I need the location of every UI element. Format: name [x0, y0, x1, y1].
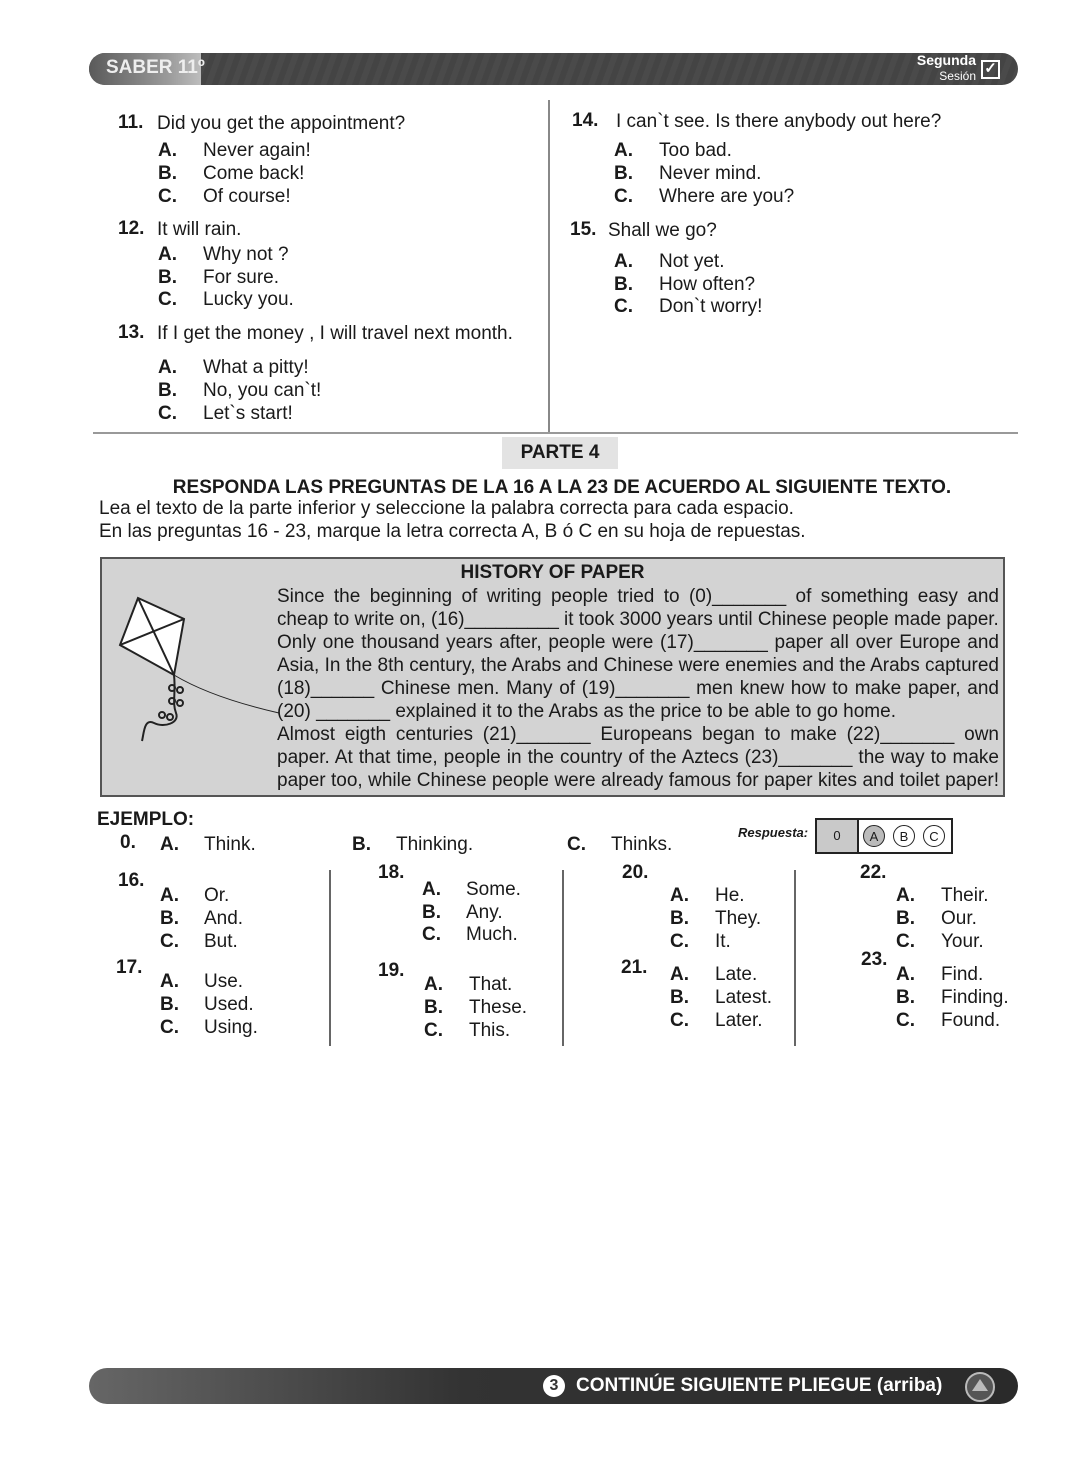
option-letter: B.	[670, 987, 689, 1008]
option-letter: C.	[158, 403, 177, 424]
option-text: Why not ?	[203, 244, 289, 265]
option-letter: A.	[422, 879, 441, 900]
option-letter: C.	[670, 1010, 689, 1031]
option-letter: B.	[158, 267, 177, 288]
option-letter: A.	[160, 971, 179, 992]
option-letter: C.	[160, 931, 179, 952]
bubble-a-filled: A	[863, 825, 885, 847]
option-text: Later.	[715, 1010, 763, 1031]
option-text: Late.	[715, 964, 758, 985]
option-letter: B.	[160, 994, 179, 1015]
option-text: This.	[469, 1020, 511, 1041]
option-letter: C.	[614, 296, 633, 317]
question-stem: Did you get the appointment?	[157, 113, 406, 134]
option-text: Using.	[204, 1017, 258, 1038]
instruction-1: Lea el texto de la parte inferior y seleccione la palabra correcta para cada espacio.	[99, 498, 794, 519]
passage-line: paper. At that time, people in the country of the Aztecs (23)_______ the way to make	[277, 747, 999, 768]
option-text: Any.	[466, 902, 503, 923]
header-bar	[89, 53, 1018, 85]
option-letter: B.	[614, 274, 633, 295]
option-letter: A.	[670, 964, 689, 985]
option-letter: C.	[424, 1020, 443, 1041]
option-letter: C.	[422, 924, 441, 945]
option-text: Some.	[466, 879, 521, 900]
option-text: Or.	[204, 885, 230, 906]
option-letter: A.	[670, 885, 689, 906]
option-text: He.	[715, 885, 745, 906]
question-stem: If I get the money , I will travel next month.	[157, 323, 513, 344]
question-stem: It will rain.	[157, 219, 242, 240]
option-letter: B.	[424, 997, 443, 1018]
column-divider	[548, 100, 550, 433]
question-number: 12.	[118, 218, 145, 239]
column-divider	[794, 870, 796, 1046]
passage-line: (18)______ Chinese men. Many of (19)_______ men knew how to make paper, and	[277, 678, 999, 699]
passage-line: cheap to write on, (16)_________ it took 3000 years until Chinese people made paper.	[277, 609, 999, 630]
option-letter: B.	[670, 908, 689, 929]
option-letter: A.	[424, 974, 443, 995]
option-text: Finding.	[941, 987, 1009, 1008]
option-text: Found.	[941, 1010, 1001, 1031]
option-text: Let`s start!	[203, 403, 293, 424]
option-letter: B.	[158, 163, 177, 184]
option-letter: C.	[896, 1010, 915, 1031]
column-divider	[562, 870, 564, 1046]
instruction-2: En las preguntas 16 - 23, marque la letra correcta A, B ó C en su hoja de repuestas.	[99, 521, 806, 542]
option-text: Latest.	[715, 987, 773, 1008]
option-letter: A.	[158, 244, 177, 265]
arrow-up-icon	[965, 1372, 995, 1402]
checkbox-icon: ✓	[981, 60, 1000, 79]
example-option-a: Think.	[204, 834, 256, 855]
option-text: Too bad.	[659, 140, 732, 161]
option-letter: C.	[896, 931, 915, 952]
footer-bar	[89, 1368, 1018, 1404]
answer-number: 0	[817, 820, 859, 852]
column-divider	[329, 870, 331, 1046]
option-text: Our.	[941, 908, 977, 929]
option-text: Where are you?	[659, 186, 795, 207]
answer-label: Respuesta:	[738, 825, 809, 840]
option-text: For sure.	[203, 267, 280, 288]
question-number: 14.	[572, 110, 599, 131]
option-letter: C.	[158, 289, 177, 310]
answer-sheet-example	[815, 818, 953, 854]
question-number: 19.	[378, 960, 405, 981]
option-letter: B.	[896, 987, 915, 1008]
page-number: 3	[543, 1375, 565, 1397]
question-number: 20.	[622, 862, 649, 883]
option-letter: B.	[422, 902, 441, 923]
question-stem: I can`t see. Is there anybody out here?	[616, 111, 942, 132]
part-label: PARTE 4	[502, 437, 618, 469]
option-text: They.	[715, 908, 762, 929]
question-number: 13.	[118, 322, 145, 343]
option-text: Come back!	[203, 163, 305, 184]
option-letter: A.	[896, 885, 915, 906]
example-letter-c: C.	[567, 834, 586, 855]
passage-line: Only one thousand years after, people were (17)_______ paper all over Europe and	[277, 632, 999, 653]
option-text: That.	[469, 974, 513, 995]
question-number: 18.	[378, 862, 405, 883]
example-option-b: Thinking.	[396, 834, 474, 855]
option-text: It.	[715, 931, 731, 952]
option-letter: A.	[896, 964, 915, 985]
question-number: 22.	[860, 862, 887, 883]
option-letter: A.	[614, 251, 633, 272]
option-text: Much.	[466, 924, 518, 945]
question-number: 17.	[116, 957, 143, 978]
option-letter: C.	[614, 186, 633, 207]
option-letter: B.	[896, 908, 915, 929]
question-number: 21.	[621, 957, 648, 978]
kite-illustration	[114, 593, 284, 743]
example-number: 0.	[120, 832, 136, 853]
option-text: Lucky you.	[203, 289, 294, 310]
option-text: Your.	[941, 931, 984, 952]
question-number: 16.	[118, 870, 145, 891]
option-text: Use.	[204, 971, 244, 992]
option-letter: A.	[158, 357, 177, 378]
section-divider	[93, 432, 1018, 434]
question-stem: Shall we go?	[608, 220, 717, 241]
option-text: What a pitty!	[203, 357, 309, 378]
question-number: 11.	[118, 112, 144, 133]
option-text: Of course!	[203, 186, 291, 207]
option-text: How often?	[659, 274, 756, 295]
option-letter: B.	[160, 908, 179, 929]
option-text: Find.	[941, 964, 984, 985]
option-text: Used.	[204, 994, 254, 1015]
option-letter: C.	[670, 931, 689, 952]
option-text: Never again!	[203, 140, 311, 161]
passage-line: Since the beginning of writing people tried to (0)_______ of something easy and	[277, 586, 999, 607]
passage-box	[100, 557, 1005, 797]
option-letter: C.	[160, 1017, 179, 1038]
bubble-b: B	[893, 825, 915, 847]
passage-line: (20) _______ explained it to the Arabs as the price to be able to go home.	[277, 701, 896, 722]
example-letter-b: B.	[352, 834, 371, 855]
passage-line: Asia, In the 8th century, the Arabs and Chinese were enemies and the Arabs captured	[277, 655, 999, 676]
option-text: Never mind.	[659, 163, 762, 184]
option-text: Their.	[941, 885, 989, 906]
example-option-c: Thinks.	[611, 834, 673, 855]
continue-label: CONTINÚE SIGUIENTE PLIEGUE (arriba)	[576, 1375, 943, 1396]
bubble-c: C	[923, 825, 945, 847]
option-text: Don`t worry!	[659, 296, 763, 317]
option-letter: B.	[614, 163, 633, 184]
session-label: Segunda	[916, 52, 976, 68]
exam-title: SABER 11º	[106, 57, 205, 78]
option-letter: B.	[158, 380, 177, 401]
option-letter: A.	[160, 885, 179, 906]
part-heading: RESPONDA LAS PREGUNTAS DE LA 16 A LA 23 DE ACUERDO AL SIGUIENTE TEXTO.	[172, 477, 952, 498]
question-number: 23.	[861, 949, 888, 970]
question-number: 15.	[570, 219, 597, 240]
option-letter: A.	[158, 140, 177, 161]
option-letter: A.	[614, 140, 633, 161]
passage-line: Almost eigth centuries (21)_______ Europeans began to make (22)_______ own	[277, 724, 999, 745]
option-text: Not yet.	[659, 251, 725, 272]
passage-title: HISTORY OF PAPER	[460, 562, 645, 583]
example-letter-a: A.	[160, 834, 179, 855]
passage-line: paper too, while Chinese people were already famous for paper kites and toilet paper!	[277, 770, 999, 791]
option-text: And.	[204, 908, 244, 929]
option-letter: C.	[158, 186, 177, 207]
option-text: But.	[204, 931, 238, 952]
option-text: No, you can`t!	[203, 380, 322, 401]
session-sublabel: Sesión	[939, 69, 976, 83]
option-text: These.	[469, 997, 528, 1018]
example-label: EJEMPLO:	[97, 809, 195, 830]
